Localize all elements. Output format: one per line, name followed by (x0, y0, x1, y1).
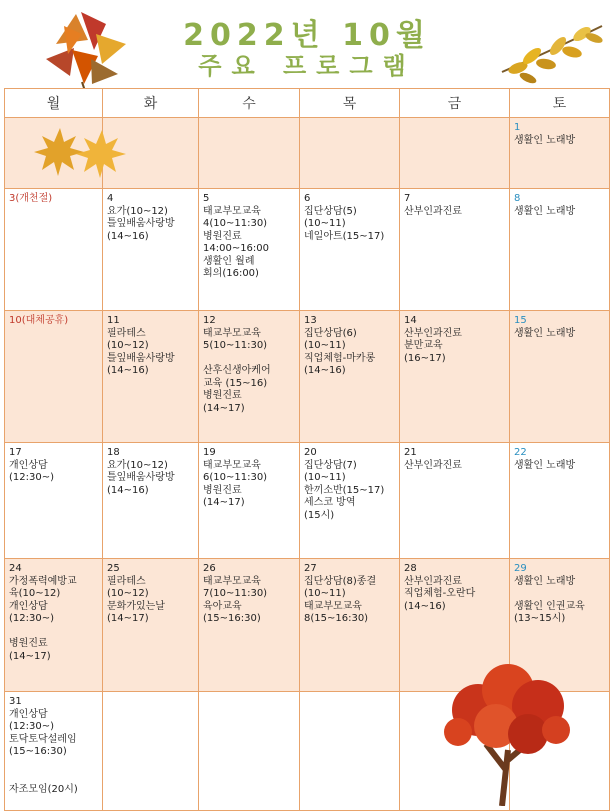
weekday-sat: 토 (510, 89, 610, 118)
day-number: 18 (107, 447, 120, 458)
event-text: 산부인과진료 (404, 459, 462, 471)
calendar-cell-thu (300, 118, 400, 189)
calendar-cell-thu (300, 692, 400, 811)
day-number: 25 (107, 563, 120, 574)
event-text: 생활인 노래방 (514, 205, 576, 217)
day-number: 31 (9, 696, 22, 707)
day-number: 6 (304, 193, 311, 204)
calendar-cell-wed (199, 118, 300, 189)
calendar-cell-wed (199, 189, 300, 311)
day-number: 19 (203, 447, 216, 458)
event-text: 필라테스 (10~12) 틀잎배움사랑방 (14~16) (107, 327, 175, 376)
day-number: 4 (107, 193, 114, 204)
calendar-cell-fri (400, 311, 510, 443)
calendar-cell-sat (510, 118, 610, 189)
calendar-cell-wed (199, 443, 300, 559)
day-number: 8 (514, 193, 521, 204)
calendar-week-row (5, 189, 610, 311)
weekday-wed: 수 (199, 89, 300, 118)
weekday-header-row (5, 89, 610, 118)
event-text: 생활인 노래방 (514, 459, 576, 471)
event-text: 개인상담 (12:30~) 토닥토닥설레임 (15~16:30) 자조모임(20시) (9, 708, 78, 795)
maple-leaves-icon (30, 120, 130, 182)
calendar-cell-sat (510, 443, 610, 559)
day-number: 20 (304, 447, 317, 458)
weekday-thu: 목 (300, 89, 400, 118)
day-number: 3(개천절) (9, 193, 53, 204)
calendar-cell-tue (103, 443, 199, 559)
day-number: 29 (514, 563, 527, 574)
calendar-cell-tue (103, 311, 199, 443)
calendar-cell-thu (300, 311, 400, 443)
event-text: 개인상담 (12:30~) (9, 459, 54, 483)
calendar-cell-mon (5, 559, 103, 692)
event-text: 산부인과진료 (404, 205, 462, 217)
calendar-cell-tue (103, 692, 199, 811)
day-number: 1 (514, 122, 521, 133)
calendar-cell-fri (400, 189, 510, 311)
day-number: 17 (9, 447, 22, 458)
calendar-cell-mon (5, 443, 103, 559)
calendar-cell-mon (5, 692, 103, 811)
calendar-cell-thu (300, 443, 400, 559)
day-number: 28 (404, 563, 417, 574)
day-number: 7 (404, 193, 411, 204)
event-text: 태교부모교육 6(10~11:30) 병원진료 (14~17) (203, 459, 268, 508)
calendar-cell-fri (400, 443, 510, 559)
event-text: 집단상담(8)종결 (10~11) 태교부모교육 8(15~16:30) (304, 575, 377, 624)
weekday-tue: 화 (103, 89, 199, 118)
calendar-cell-thu (300, 559, 400, 692)
event-text: 가정폭력예방교 육(10~12) 개인상담 (12:30~) 병원진료 (14~17) (9, 575, 77, 662)
calendar-cell-tue (103, 189, 199, 311)
event-text: 집단상담(6) (10~11) 직업체험-마카롱 (14~16) (304, 327, 376, 376)
calendar-week-row (5, 311, 610, 443)
calendar-cell-wed (199, 692, 300, 811)
day-number: 27 (304, 563, 317, 574)
event-text: 생활인 노래방 생활인 인권교육 (13~15시) (514, 575, 585, 624)
event-text: 필라테스 (10~12) 문화가있는날 (14~17) (107, 575, 165, 624)
event-text: 태교부모교육 5(10~11:30) 산후신생아케어 교육 (15~16) 병원진료 (14~17) (203, 327, 271, 414)
page-subtitle: 주요 프로그램 (198, 52, 416, 80)
event-text: 요가(10~12) 틀잎배움사랑방 (14~16) (107, 459, 175, 496)
day-number: 13 (304, 315, 317, 326)
day-number: 12 (203, 315, 216, 326)
weekday-fri: 금 (400, 89, 510, 118)
autumn-leaves-bouquet-icon (36, 4, 132, 96)
day-number: 15 (514, 315, 527, 326)
calendar-cell-wed (199, 311, 300, 443)
day-number: 22 (514, 447, 527, 458)
event-text: 태교부모교육 7(10~11:30) 육아교육 (15~16:30) (203, 575, 268, 624)
day-number: 11 (107, 315, 120, 326)
calendar-week-row (5, 443, 610, 559)
event-text: 산부인과진료 분만교육 (16~17) (404, 327, 462, 364)
day-number: 21 (404, 447, 417, 458)
calendar-cell-tue (103, 559, 199, 692)
weekday-mon: 월 (5, 89, 103, 118)
day-number: 14 (404, 315, 417, 326)
calendar-cell-thu (300, 189, 400, 311)
event-text: 생활인 노래방 (514, 134, 576, 146)
day-number: 10(대체공휴) (9, 315, 69, 326)
red-maple-tree-icon (438, 660, 576, 806)
page-title: 2022년 10월 (183, 18, 431, 53)
day-number: 24 (9, 563, 22, 574)
day-number: 26 (203, 563, 216, 574)
event-text: 산부인과진료 직업체험-오란다 (14~16) (404, 575, 476, 612)
yellow-leaf-branch-icon (498, 12, 606, 88)
calendar-cell-fri (400, 118, 510, 189)
event-text: 생활인 노래방 (514, 327, 576, 339)
day-number: 5 (203, 193, 210, 204)
event-text: 태교부모교육 4(10~11:30) 병원진료 14:00~16:00 생활인 월례 회의(16:00) (203, 205, 270, 279)
calendar-cell-mon (5, 189, 103, 311)
calendar-cell-mon (5, 311, 103, 443)
event-text: 집단상담(7) (10~11) 한끼소반(15~17) 세스코 방역 (15시) (304, 459, 385, 521)
event-text: 요가(10~12) 틀잎배움사랑방 (14~16) (107, 205, 175, 242)
event-text: 집단상담(5) (10~11) 네일아트(15~17) (304, 205, 385, 242)
calendar-cell-sat (510, 311, 610, 443)
calendar-cell-sat (510, 189, 610, 311)
calendar-cell-wed (199, 559, 300, 692)
